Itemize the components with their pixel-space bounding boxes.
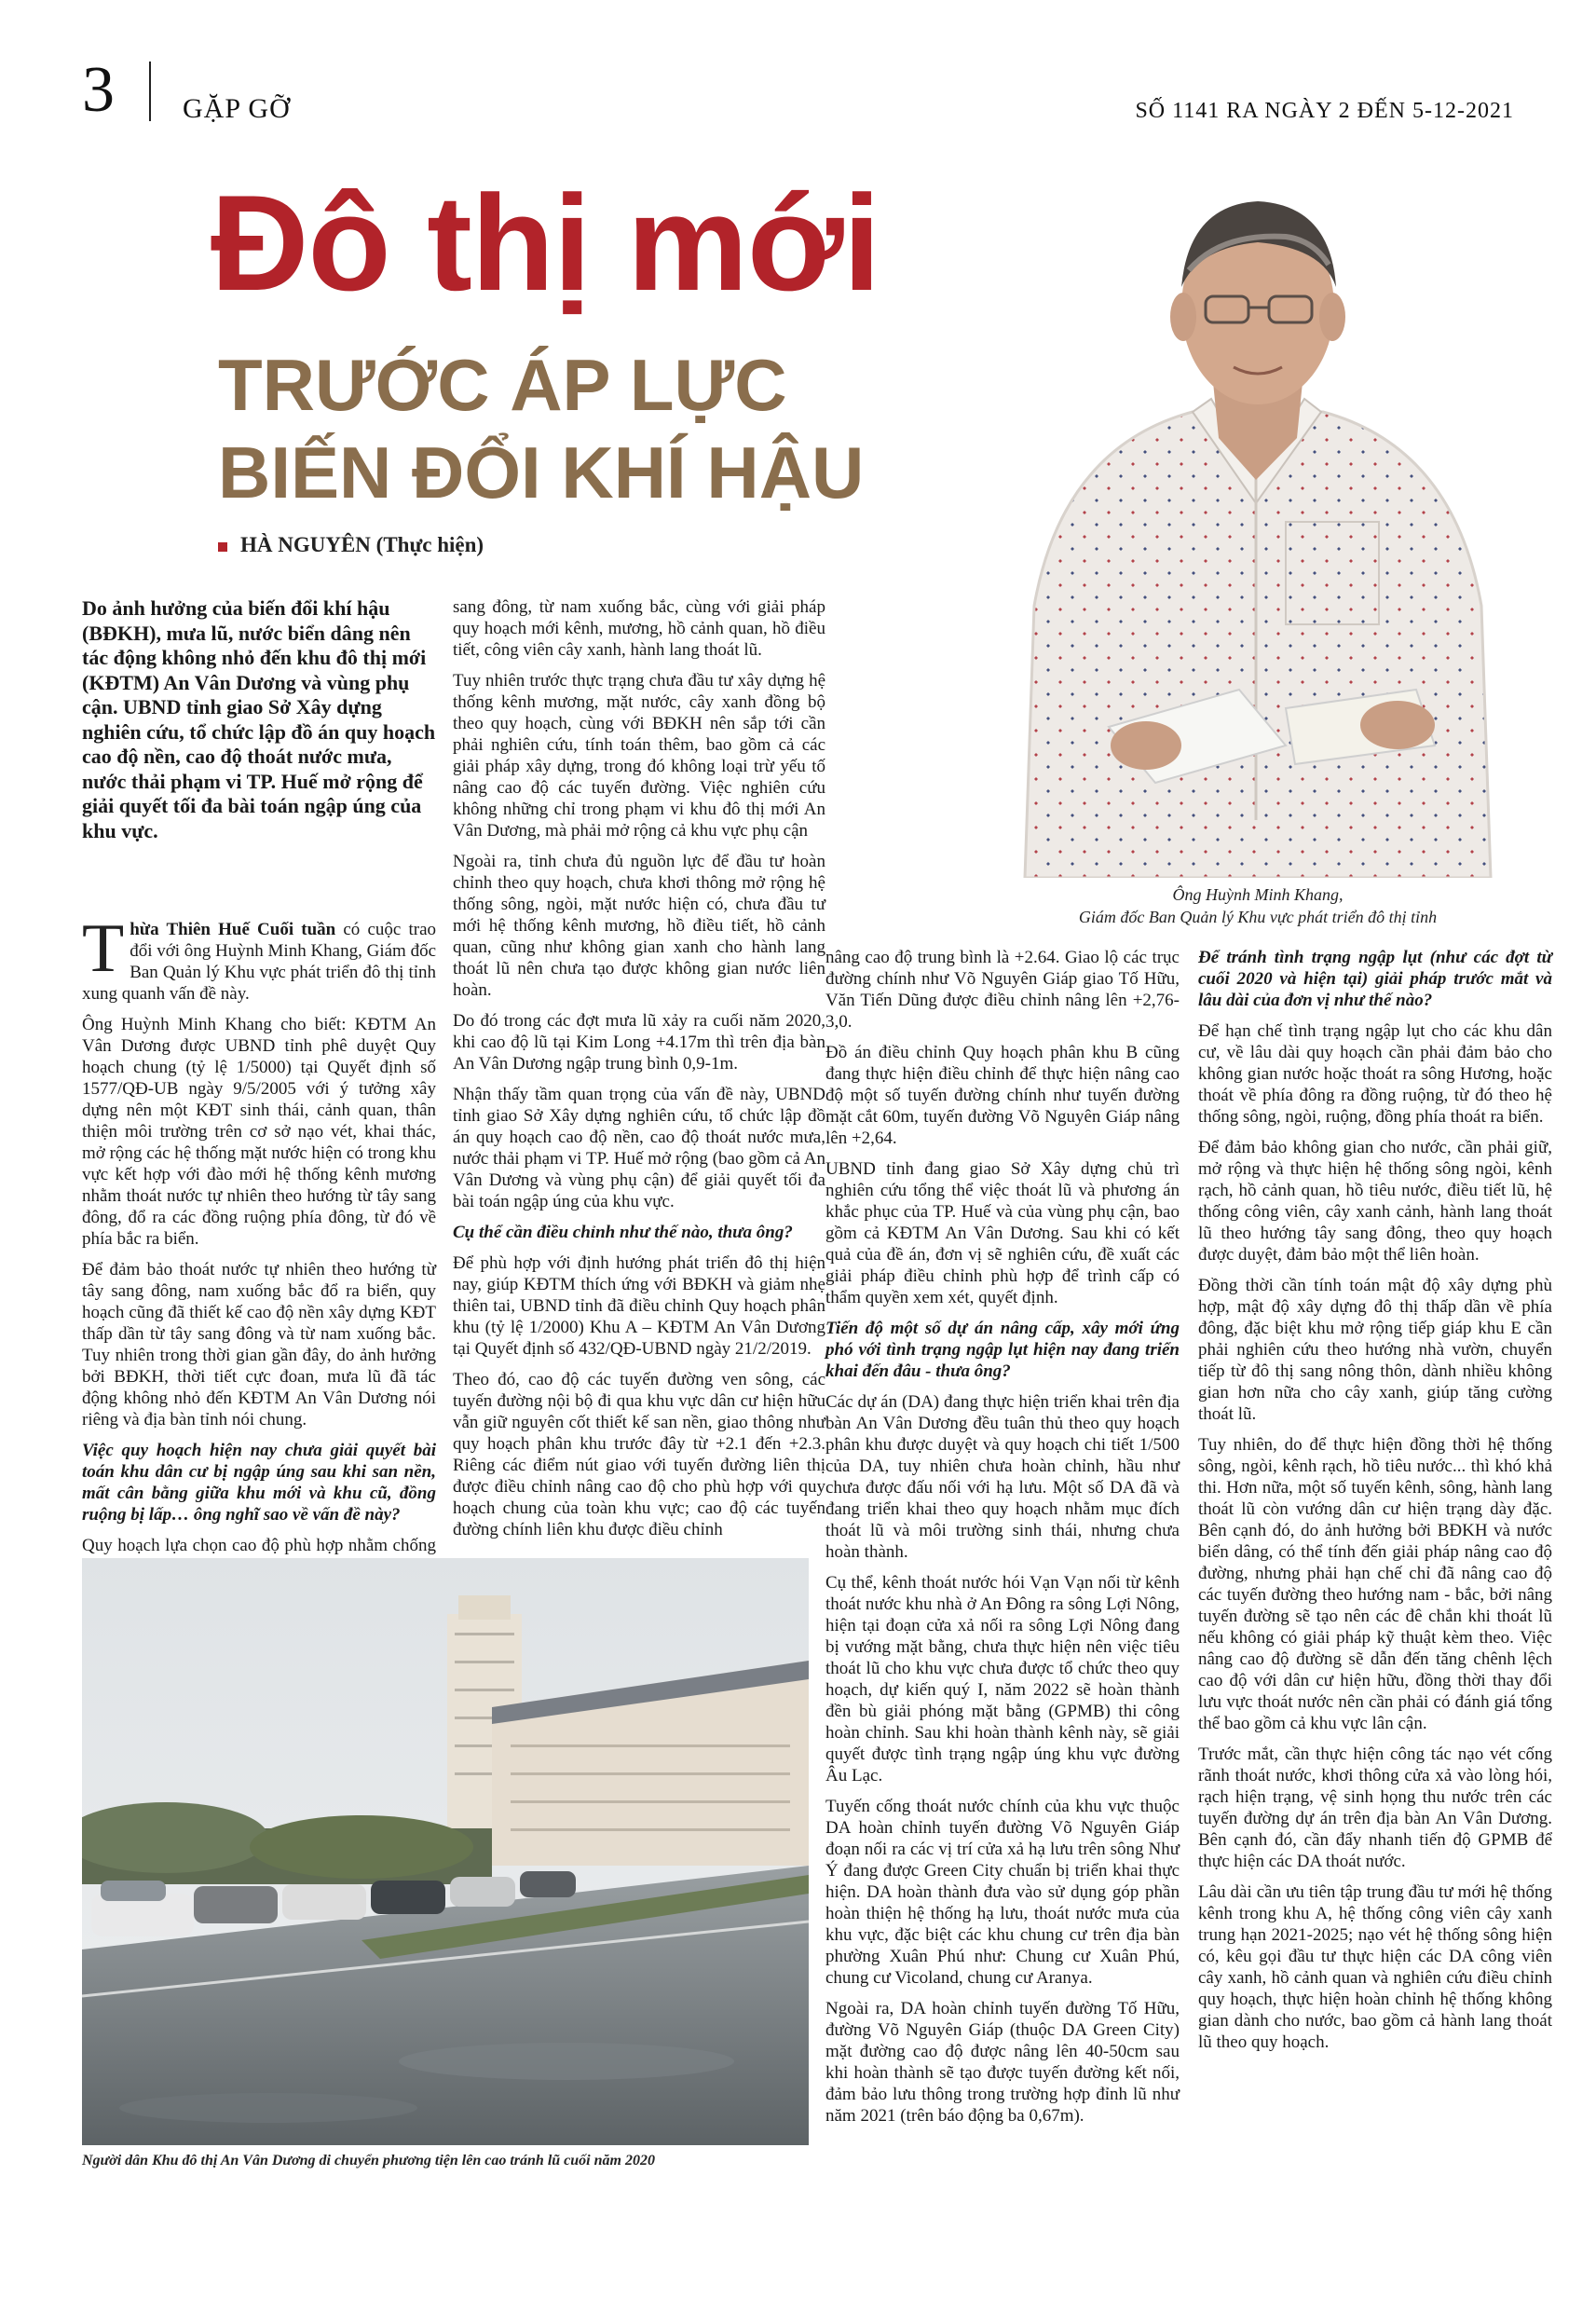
byline-text: HÀ NGUYÊN (Thực hiện) xyxy=(240,533,484,556)
interview-question: Để tránh tình trạng ngập lụt (như các đợt từ cuối 2020 và hiện tại) giải pháp trước mắt và lâu dài của đơn vị như thế nào? xyxy=(1198,948,1552,1010)
interview-question: Tiến độ một số dự án nâng cấp, xây mới ứng phó với tình trạng ngập lụt hiện nay đang triển khai đến đâu - thưa ông? xyxy=(825,1319,1180,1381)
paragraph: Quy hoạch lựa chọn cao độ phù hợp nhằm chống xyxy=(82,1536,436,1555)
body-column-4 xyxy=(1198,947,1552,2062)
intro-text: có cuộc trao đổi với ông Huỳnh Minh Khang, Giám đốc Ban Quản lý Khu vực phát triển đô thị tỉnh xung quanh vấn đề này. xyxy=(82,920,437,1004)
paragraph: UBND tỉnh đang giao Sở Xây dựng chủ trì nghiên cứu tổng thể việc thoát lũ và phương án khắc phục của TP. Huế và của vùng phụ cận, bao gồm cả KĐTM An Vân Dương. Sau khi có kết quả của đề án, đơn vị sẽ nghiên cứu, đề xuất các giải pháp điều chỉnh phù hợp để trình cấp có thẩm quyền xem xét, quyết định. xyxy=(825,1159,1180,1307)
byline xyxy=(218,533,484,557)
paragraph: Lâu dài cần ưu tiên tập trung đầu tư mới hệ thống kênh trong khu A, hệ thống công viên cây xanh trung hạn 2021-2025; nạo vét hệ thống sông hiện có, kêu gọi đầu tư thực hiện các DA công viên cây xanh, hồ cảnh quan và nghiên cứu điều chỉnh quy hoạch, thực hiện hoàn chỉnh hệ thống không gian dành cho nước, bao gồm cả hành lang thoát lũ theo quy hoạch. xyxy=(1198,1882,1552,2052)
article-subtitle-line1: TRƯỚC ÁP LỰC xyxy=(218,344,787,426)
body-column-3 xyxy=(825,947,1180,2136)
paragraph: Trước mắt, cần thực hiện công tác nạo vét cống rãnh thoát nước, khơi thông cửa xả vào lòng hói, rạch hiện trạng, vệ sinh họng thu nước trên các tuyến đường dự án trên địa bàn An Vân Dương. Bên cạnh đó, cần đẩy nhanh tiến độ GPMB để thực hiện các DA thoát nước. xyxy=(1198,1744,1552,1871)
portrait-caption-name: Ông Huỳnh Minh Khang, xyxy=(1172,885,1344,904)
street-photo xyxy=(82,1558,809,2145)
interview-question: Cụ thể cần điều chỉnh như thế nào, thưa ông? xyxy=(453,1223,793,1242)
paragraph: Theo đó, cao độ các tuyến đường ven sông, các tuyến đường nội bộ đi qua khu vực dân cư hiện hữu vẫn giữ nguyên cốt thiết kế san nền, giao thông như quy hoạch phân khu trước đây từ +2.1 đến +2.3. Riêng các điểm nút giao với tuyến đường liên thị được điều chỉnh nâng cao độ cho phù hợp với quy hoạch chung của toàn khu vực; cao độ các tuyến đường chính liên khu được điều chỉnh xyxy=(453,1370,825,1539)
paragraph: Tuy nhiên trước thực trạng chưa đầu tư xây dựng hệ thống kênh mương, mặt nước, cây xanh đồng bộ theo quy hoạch, cùng với BĐKH nên sắp tới cần phải nghiên cứu, tính toán thêm, bao gồm cả các giải pháp xây dựng, trong đó không loại trừ yếu tố nâng cao độ các tuyến đường. Việc nghiên cứu không những chỉ trong phạm vi khu đô thị mới An Vân Dương, mà phải mở rộng cả khu vực phụ cận xyxy=(453,671,825,841)
paragraph: nâng cao độ trung bình là +2.64. Giao lộ các trục đường chính như Võ Nguyên Giáp giao Tố Hữu, Văn Tiến Dũng được điều chỉnh nâng lên +2,76- 3,0. xyxy=(825,948,1180,1032)
paragraph: Tuyến cống thoát nước chính của khu vực thuộc DA hoàn chỉnh tuyến đường Võ Nguyên Giáp đoạn nối ra các vị trí cửa xả hạ lưu trên sông Như Ý đang được Green City chuẩn bị triển khai thực hiện. DA hoàn thành đưa vào sử dụng góp phần hoàn thiện hệ thống hạ lưu, thoát nước mưa của khu vực, đặc biệt các khu chung cư trên địa bàn phường Xuân Phú như: Chung cư Xuân Phú, chung cư Vicoland, chung cư Aranya. xyxy=(825,1797,1180,1988)
paragraph: Để đảm bảo thoát nước tự nhiên theo hướng từ tây sang đông, nam xuống bắc đổ ra biển, quy hoạch cũng đã thiết kế cao độ nền xây dựng KĐT thấp dần từ tây sang đông và từ nam xuống bắc. Tuy nhiên trong thời gian gần đây, do ảnh hưởng bởi BĐKH, thời tiết cực đoan, mưa lũ đã tác động không nhỏ đến KĐTM An Vân Dương nói riêng và địa bàn tỉnh nói chung. xyxy=(82,1260,436,1430)
paragraph: Để phù hợp với định hướng phát triển đô thị hiện nay, giúp KĐTM thích ứng với BĐKH và giảm nhẹ thiên tai, UBND tỉnh đã điều chỉnh Quy hoạch phân khu (tỷ lệ 1/2000) Khu A – KĐTM An Vân Dương tại Quyết định số 432/QĐ-UBND ngày 21/2/2019. xyxy=(453,1253,825,1359)
paragraph: Tuy nhiên, do để thực hiện đồng thời hệ thống sông, ngòi, kênh rạch, hồ tiêu nước... thì khó khả thi. Hơn nữa, một số tuyến kênh, sông, hành lang thoát lũ còn vướng dân cư hiện trạng dày đặc. Bên cạnh đó, do ảnh hưởng bởi BĐKH và nước biển dâng, có thể tính đến giải pháp nâng cao độ đường, nhưng phải hạn chế chỉ đã nâng cao độ các tuyến đường theo hướng nam - bắc, bởi nâng tuyến đường sẽ tạo nên các đê chắn khi thoát lũ nếu không có giải pháp kỹ thuật kèm theo. Việc nâng cao độ đường sẽ dẫn đến tăng chênh lệch cao độ với dân cư hiện hữu, đồng thời thay đổi lưu vực thoát nước nên cần phải có đánh giá tổng thể bao gồm cả khu vực lân cận. xyxy=(1198,1435,1552,1733)
page-number: 3 xyxy=(82,54,115,126)
drop-cap: T xyxy=(82,910,125,987)
byline-marker xyxy=(218,542,227,552)
portrait-caption-role: Giám đốc Ban Quản lý Khu vực phát triển đô thị tỉnh xyxy=(1078,908,1438,926)
paragraph: Đồ án điều chỉnh Quy hoạch phân khu B cũng đang thực hiện điều chỉnh để thực hiện nâng cao độ một số tuyến đường chính như tuyến đường mặt cắt 60m, tuyến đường Võ Nguyên Giáp nâng lên +2,64. xyxy=(825,1043,1180,1148)
paragraph: Ngoài ra, tỉnh chưa đủ nguồn lực để đầu tư hoàn chỉnh theo quy hoạch, chưa khơi thông mở rộng hệ thống sông, ngòi, mặt nước hiện có, chưa đầu tư mới hệ thống kênh mương, hồ điều tiết, hồ cảnh quan, cũng như không gian xanh cho hành lang thoát lũ nên chưa tạo được không gian nước liên hoàn. xyxy=(453,852,825,1000)
header-divider xyxy=(149,62,151,121)
section-label: GẶP GỠ xyxy=(183,93,291,124)
portrait-photo xyxy=(1006,168,1509,878)
paragraph xyxy=(82,910,437,1005)
portrait-caption xyxy=(1006,883,1509,928)
paragraph: Ngoài ra, DA hoàn chỉnh tuyến đường Tố Hữu, đường Võ Nguyên Giáp (thuộc DA Green City) mặt đường cao độ được nâng lên 40-50cm sau khi hoàn thành sẽ tạo được tuyến đường kết nối, đảm bảo lưu thông trong trường hợp đỉnh lũ như năm 2021 (trên báo động ba 0,67m). xyxy=(825,1999,1180,2126)
paragraph: Do đó trong các đợt mưa lũ xảy ra cuối năm 2020, khi cao độ lũ tại Kim Long +4.17m thì trên địa bàn An Vân Dương ngập trung bình 0,9-1m. xyxy=(453,1011,825,1074)
street-photo-caption: Người dân Khu đô thị An Vân Dương di chuyển phương tiện lên cao tránh lũ cuối năm 2020 xyxy=(82,2153,655,2168)
paragraph: Các dự án (DA) đang thực hiện triển khai trên địa bàn An Vân Dương đều tuân thủ theo quy hoạch phân khu được duyệt và quy hoạch chi tiết 1/500 của DA, tuy nhiên chưa hoàn chỉnh, hầu như chưa được đấu nối với hạ lưu. Một số DA đã và đang triển khai theo quy hoạch nhằm mục đích thoát lũ và môi trường sinh thái, nhưng chưa hoàn thành. xyxy=(825,1392,1180,1562)
issue-info: SỐ 1141 RA NGÀY 2 ĐẾN 5-12-2021 xyxy=(1135,99,1514,123)
lead-paragraph: Do ảnh hưởng của biến đổi khí hậu (BĐKH), mưa lũ, nước biển dâng nên tác động không nhỏ đến khu đô thị mới (KĐTM) An Vân Dương và vùng phụ cận. UBND tỉnh giao Sở Xây dựng nghiên cứu, tổ chức lập đồ án quy hoạch cao độ nền, cao độ thoát nước mưa, nước thải phạm vi TP. Huế mở rộng để giải quyết tối đa bài toán ngập úng của khu vực. xyxy=(82,596,436,842)
article-subtitle-line2: BIẾN ĐỔI KHÍ HẬU xyxy=(218,431,865,513)
paragraph: sang đông, từ nam xuống bắc, cùng với giải pháp quy hoạch mới kênh, mương, hồ cảnh quan, hồ điều tiết, công viên cây xanh, hành lang thoát lũ. xyxy=(453,597,825,660)
paragraph: Cụ thể, kênh thoát nước hói Vạn Vạn nối từ kênh thoát nước khu nhà ở An Đông ra sông Lợi Nông, hiện tại đoạn cửa xả nối ra sông Lợi Nông đang bị vướng mặt bằng, chưa thực hiện nên việc tiêu thoát lũ cho khu vực chưa được tổ chức theo quy hoạch, dự kiến quý I, năm 2022 sẽ hoàn thành đền bù giải phóng mặt bằng (GPMB) thi công hoàn chỉnh. Sau khi hoàn thành kênh này, sẽ giải quyết được tình trạng ngập úng khu vực đường Âu Lạc. xyxy=(825,1573,1180,1785)
article-title: Đô thị mới xyxy=(211,167,880,319)
paragraph: Nhận thấy tầm quan trọng của vấn đề này, UBND tỉnh giao Sở Xây dựng nghiên cứu, tổ chức lập đồ án quy hoạch cao độ nền, cao độ thoát nước mưa, nước thải phạm vi TP. Huế mở rộng (bao gồm cả An Vân Dương và vùng phụ cận) để giải quyết tối đa bài toán ngập úng của khu vực. xyxy=(453,1085,825,1211)
paragraph: Ông Huỳnh Minh Khang cho biết: KĐTM An Vân Dương được UBND tỉnh phê duyệt Quy hoạch chung (tỷ lệ 1/5000) tại Quyết định số 1577/QĐ-UB ngày 9/5/2005 với ý tưởng xây dựng nên một KĐT sinh thái, cảnh quan, thân thiện môi trường trên cơ sở nạo vét, khai thác, mở rộng các hệ thống mặt nước hiện có trong khu vực kết hợp với đào mới hệ thống kênh mương nhằm thoát nước tự nhiên theo hướng từ tây sang đông, đổ ra các đồng ruộng phía đông, từ đó về phía bắc ra biển. xyxy=(82,1015,436,1249)
paragraph: Để hạn chế tình trạng ngập lụt cho các khu dân cư, về lâu dài quy hoạch cần phải đảm bảo cho không gian nước hoặc thoát ra sông Hương, hoặc thoát về phía đông ra đồng ruộng, từ đó theo hệ thống sông, ngòi, ruộng, đồng phía thoát ra biển. xyxy=(1198,1021,1552,1127)
intro-emphasis: hừa Thiên Huế Cuối tuần xyxy=(130,920,336,939)
paragraph: Để đảm bảo không gian cho nước, cần phải giữ, mở rộng và thực hiện hệ thống sông ngòi, kênh rạch, hồ cảnh quan, hồ tiêu nước, điều tiết lũ, hệ thống công viên, cây xanh cảnh, hành lang thoát lũ theo hướng tây sang đông, theo quy hoạch được duyệt, đảm bảo một thể liên hoàn. xyxy=(1198,1138,1552,1265)
body-column-2 xyxy=(453,596,825,1550)
interview-question: Việc quy hoạch hiện nay chưa giải quyết bài toán khu dân cư bị ngập úng sau khi san nền, mất cân bằng giữa khu mới và khu cũ, đồng ruộng bị lấp… ông nghĩ sao về vấn đề này? xyxy=(82,1441,436,1525)
paragraph: Đồng thời cần tính toán mật độ xây dựng phù hợp, mật độ xây dựng đô thị thấp dần về phía đông, đặc biệt khu mở rộng tiếp giáp khu E cần phải nghiên cứu theo hướng nhà vườn, chuyển tiếp từ đô thị sang nông thôn, dành nhiều không gian hơn nữa cho cây xanh, giúp tăng cường thoát lũ. xyxy=(1198,1276,1552,1424)
